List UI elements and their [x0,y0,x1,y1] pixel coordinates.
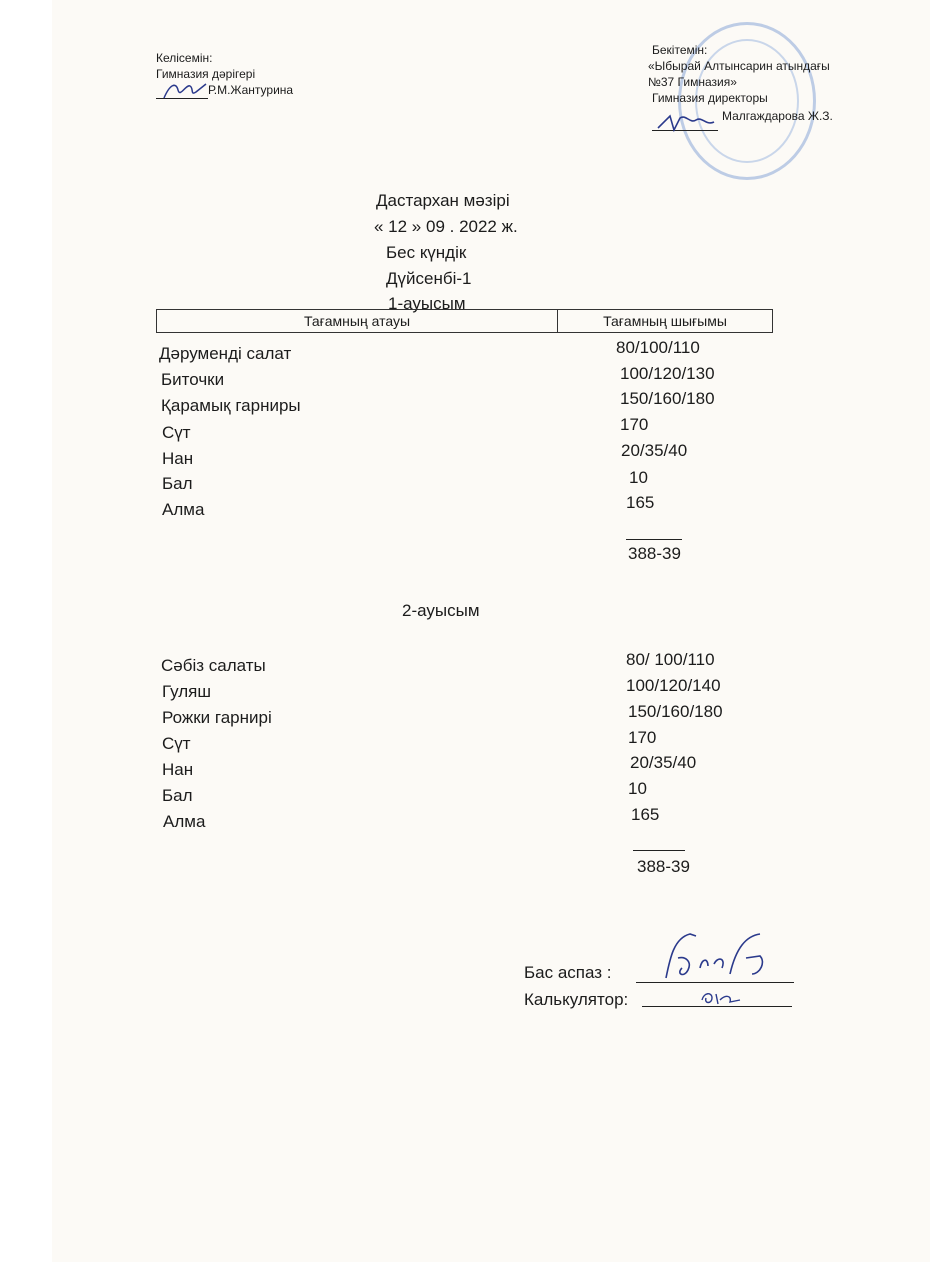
menu-date: « 12 » 09 . 2022 ж. [374,217,518,236]
shift2-row-amount: 170 [628,728,657,747]
shift2-row-name: Сәбіз салаты [161,656,266,675]
shift2-row-name: Сүт [162,734,191,753]
agreed-label: Келісемін: [156,51,213,65]
shift1-row-name: Нан [162,449,194,468]
shift2-row-amount: 80/ 100/110 [626,650,715,669]
director-title: Гимназия директоры [652,91,768,105]
shift2-row-amount: 20/35/40 [630,753,697,772]
shift2-total: 388-39 [637,857,690,876]
shift2-row-amount: 150/160/180 [628,702,723,721]
shift2-row-amount: 165 [631,805,660,824]
shift2-row-name: Нан [162,760,194,779]
shift1-row-name: Қарамық гарниры [161,396,301,415]
shift1-row-amount: 80/100/110 [616,338,700,357]
shift1-total-line [626,539,682,540]
dish-name-header: Тағамның атауы [157,310,558,332]
shift1-row-amount: 170 [620,415,649,434]
menu-period: Бес күндік [386,243,467,262]
shift2-row-amount: 10 [628,779,647,798]
menu-title-block [374,188,518,316]
head-chef-label: Бас аспаз : [524,963,612,982]
shift1-row-amount: 20/35/40 [621,441,688,460]
shift1-row-name: Сүт [162,423,191,442]
shift2-row-amount: 100/120/140 [626,676,721,695]
shift1-label: 1-ауысым [388,294,466,313]
shift2-row-name: Рожки гарнирі [162,708,272,727]
dish-yield-header: Тағамның шығымы [603,313,727,329]
director-signature [654,110,720,136]
shift1-row-amount: 10 [629,468,648,487]
shift1-row-name: Алма [162,500,205,519]
shift2-row-name: Бал [162,786,193,805]
menu-table-header [156,309,773,333]
shift1-row-amount: 165 [626,493,655,512]
shift2-row-name: Алма [163,812,206,831]
doctor-name: Р.М.Жантурина [208,83,294,97]
shift2-label: 2-ауысым [402,601,480,620]
shift1-row-amount: 150/160/180 [620,389,715,408]
calculator-signature [696,986,746,1008]
head-chef-signature [656,928,776,984]
shift2-row-name: Гуляш [162,682,211,701]
school-name-line1: «Ыбырай Алтынсарин атындағы [648,59,830,73]
shift1-row-name: Биточки [161,370,225,389]
calculator-label: Калькулятор: [524,990,629,1009]
shift2-total-line [633,850,685,851]
shift1-row-name: Бал [162,474,193,493]
shift1-total: 388-39 [628,544,681,563]
menu-title: Дастархан мәзірі [376,191,510,210]
doctor-signature [160,78,210,104]
approved-label: Бекітемін: [652,43,708,57]
doctor-title: Гимназия дәрігері [156,67,256,81]
school-name-line2: №37 Гимназия» [648,75,737,89]
shift1-row-name: Дәруменді салат [159,344,292,363]
director-name: Малгаждарова Ж.З. [722,109,833,123]
shift1-row-amount: 100/120/130 [620,364,715,383]
menu-day: Дүйсенбі-1 [386,269,472,288]
